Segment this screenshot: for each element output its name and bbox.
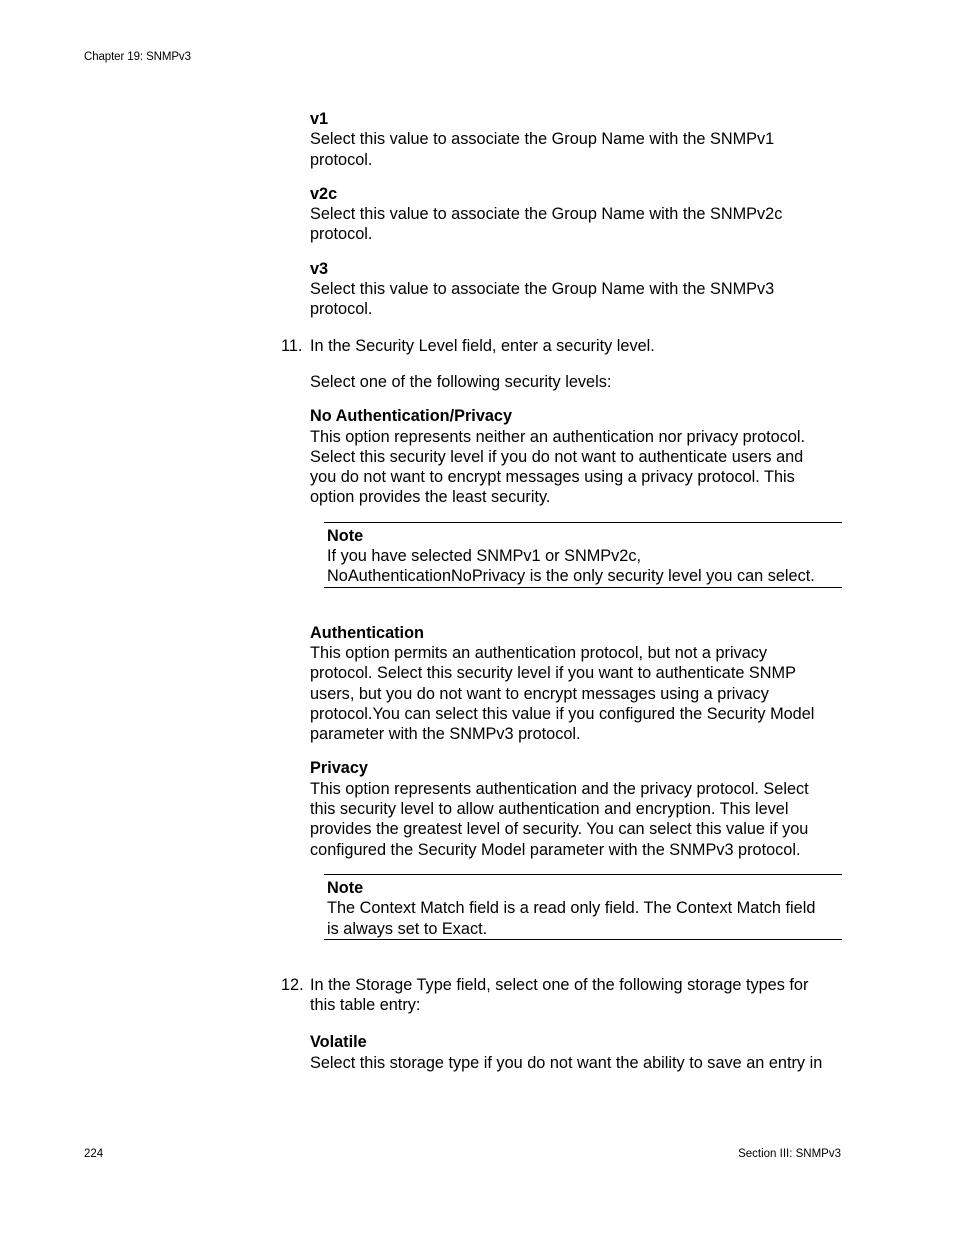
term-privacy: Privacy bbox=[310, 759, 368, 778]
step-12 bbox=[281, 975, 845, 1016]
definition-line: Select this security level if you do not want to authenticate users and bbox=[310, 447, 804, 466]
definition-line: parameter with the SNMPv3 protocol. bbox=[310, 725, 581, 744]
note-box-context-match bbox=[324, 874, 842, 940]
definition-v1 bbox=[310, 109, 845, 170]
definition-line: protocol. Select this security level if you want to authenticate SNMP bbox=[310, 664, 796, 683]
definition-line: provides the greatest level of security. You can select this value if you bbox=[310, 820, 809, 839]
definition-line: This option permits an authentication protocol, but not a privacy bbox=[310, 643, 768, 662]
definition-line: Select this storage type if you do not want the ability to save an entry in bbox=[310, 1053, 823, 1072]
term-v2c: v2c bbox=[310, 184, 338, 203]
term-v3: v3 bbox=[310, 259, 329, 278]
term-authentication: Authentication bbox=[310, 623, 424, 642]
running-footer-section: Section III: SNMPv3 bbox=[738, 1148, 841, 1160]
term-no-auth-privacy: No Authentication/Privacy bbox=[310, 407, 513, 426]
definition-line: protocol. bbox=[310, 225, 373, 244]
definition-no-auth-privacy bbox=[310, 406, 845, 507]
definition-line: protocol. bbox=[310, 150, 373, 169]
note-line: is always set to Exact. bbox=[327, 919, 488, 938]
definition-line: you do not want to encrypt messages using a privacy protocol. This bbox=[310, 468, 795, 487]
page-number: 224 bbox=[84, 1148, 104, 1160]
note-line: NoAuthenticationNoPrivacy is the only security level you can select. bbox=[327, 567, 815, 586]
definition-v2c bbox=[310, 184, 845, 245]
definition-line: This option represents neither an authentication nor privacy protocol. bbox=[310, 427, 806, 446]
term-v1: v1 bbox=[310, 110, 329, 128]
definition-v3 bbox=[310, 259, 845, 320]
note-box-security-level bbox=[324, 522, 842, 588]
step-text: In the Security Level field, enter a security level. bbox=[310, 336, 655, 355]
definition-line: option provides the least security. bbox=[310, 488, 551, 507]
note-title: Note bbox=[327, 878, 364, 897]
step-text-line: In the Storage Type field, select one of the following storage types for bbox=[310, 975, 809, 994]
definition-line: Select this value to associate the Group Name with the SNMPv2c bbox=[310, 205, 783, 224]
step-text-line: this table entry: bbox=[310, 996, 421, 1015]
definition-line: Select this value to associate the Group Name with the SNMPv3 bbox=[310, 280, 775, 299]
note-line: The Context Match field is a read only field. The Context Match field bbox=[327, 899, 816, 918]
step-number: 11. bbox=[281, 336, 303, 355]
definition-line: users, but you do not want to encrypt messages using a privacy bbox=[310, 684, 769, 703]
definition-line: protocol. bbox=[310, 300, 373, 319]
definition-authentication bbox=[310, 623, 845, 745]
definition-privacy bbox=[310, 758, 845, 859]
step-number: 12. bbox=[281, 975, 304, 994]
definition-line: this security level to allow authentication and encryption. This level bbox=[310, 800, 789, 819]
step-11-intro: Select one of the following security levels: bbox=[310, 372, 612, 391]
note-title: Note bbox=[327, 526, 364, 545]
definition-line: This option represents authentication and the privacy protocol. Select bbox=[310, 779, 809, 798]
note-line: If you have selected SNMPv1 or SNMPv2c, bbox=[327, 547, 641, 566]
definition-line: configured the Security Model parameter with the SNMPv3 protocol. bbox=[310, 840, 801, 859]
step-11 bbox=[281, 336, 845, 356]
definition-volatile bbox=[310, 1032, 845, 1073]
term-volatile: Volatile bbox=[310, 1033, 367, 1052]
running-header: Chapter 19: SNMPv3 bbox=[84, 51, 191, 63]
page-body bbox=[281, 109, 845, 1073]
definition-line: Select this value to associate the Group Name with the SNMPv1 bbox=[310, 130, 775, 149]
definition-line: protocol.You can select this value if you configured the Security Model bbox=[310, 704, 815, 723]
